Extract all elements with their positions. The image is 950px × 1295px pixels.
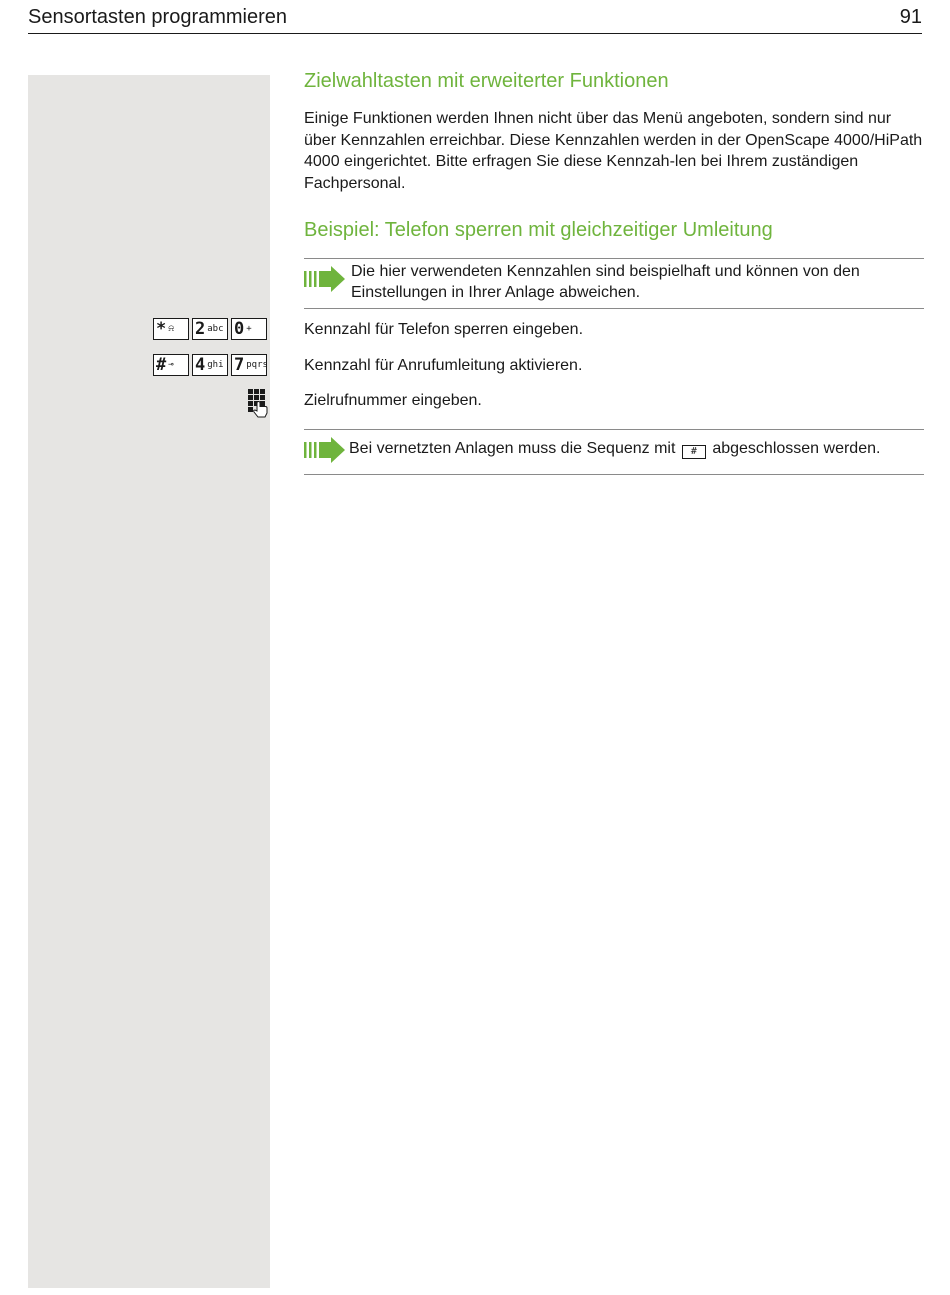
note-top-divider <box>304 258 924 259</box>
header-divider <box>28 33 922 34</box>
note-arrow-icon <box>304 266 346 292</box>
final-note-before: Bei vernetzten Anlagen muss die Sequenz mit <box>349 440 676 457</box>
final-note <box>349 440 880 459</box>
note2-bottom-divider <box>304 474 924 475</box>
example-title: Beispiel: Telefon sperren mit gleichzeitiger Umleitung <box>304 219 773 241</box>
note-text: Die hier verwendeten Kennzahlen sind beispielhaft und können von den Einstellungen in Ihrer Anlage abweichen. <box>351 263 860 301</box>
sidebar-column <box>28 75 270 1288</box>
forward-code-keys <box>153 354 267 376</box>
header-title: Sensortasten programmieren <box>28 6 288 28</box>
star-key: * ⍾ <box>153 318 189 340</box>
note2-top-divider <box>304 429 924 430</box>
step-target-text: Zielrufnummer eingeben. <box>304 392 482 409</box>
keypad-icon <box>248 389 270 419</box>
note2-arrow-icon <box>304 437 346 463</box>
lock-code-keys <box>153 318 267 340</box>
step-lock-text: Kennzahl für Telefon sperren eingeben. <box>304 321 584 338</box>
four-key: 4 ghi <box>192 354 228 376</box>
final-note-after: abgeschlossen werden. <box>712 440 881 457</box>
page-number: 91 <box>899 6 922 28</box>
step-forward-text: Kennzahl für Anrufumleitung aktivieren. <box>304 357 583 374</box>
two-key: 2 abc <box>192 318 228 340</box>
zero-key: 0 + <box>231 318 267 340</box>
note-bottom-divider <box>304 308 924 309</box>
intro-paragraph: Einige Funktionen werden Ihnen nicht über das Menü angeboten, sondern sind nur über Kennzahlen erreichbar. Diese Kennzahlen werden in der OpenScape 4000/HiPath 4000 eingerichtet. Bitte erfragen Sie diese Kennzah-len bei Ihrem zuständigen Fachpersonal. <box>304 110 923 192</box>
section-title: Zielwahltasten mit erweiterter Funktionen <box>304 70 669 92</box>
hash-key: # ⊸ <box>153 354 189 376</box>
hash-key-icon: # <box>682 445 706 459</box>
seven-key: 7 pqrs <box>231 354 267 376</box>
